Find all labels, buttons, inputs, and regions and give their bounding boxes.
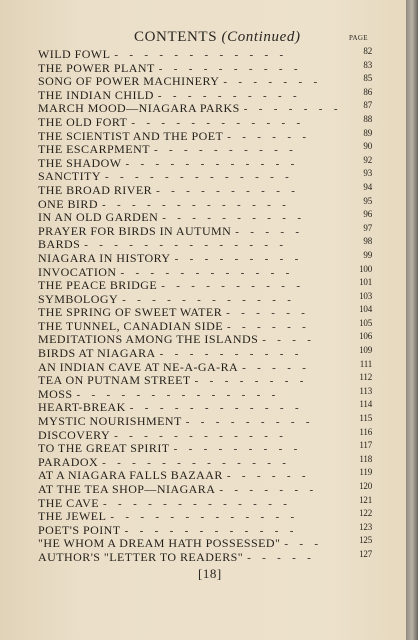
page-column-label: PAGE: [349, 34, 368, 42]
toc-entry: [38, 263, 372, 277]
toc-leader-dashes: - - - - - - - - - -: [161, 280, 305, 293]
toc-entry-title: NIAGARA IN HISTORY: [38, 250, 171, 265]
page-edge: [406, 0, 418, 640]
toc-entry: [38, 371, 372, 388]
toc-entry-title: THE SCIENTIST AND THE POET: [38, 128, 224, 143]
toc-entry-title: THE ESCARPMENT: [38, 142, 150, 157]
toc-leader-dashes: - - - - - - - - - - - -: [114, 49, 288, 61]
toc-leader-dashes: - - - - - - - - - -: [157, 89, 301, 102]
toc-leader-dashes: - - - - - - - - - - - -: [125, 157, 299, 170]
toc-entry-page: 87: [363, 100, 372, 111]
title-text: CONTENTS: [134, 29, 218, 45]
toc-entry-title: DISCOVERY: [38, 427, 111, 442]
toc-entry: [38, 480, 372, 494]
toc-leader-dashes: - - - - - - - - - - - - -: [104, 171, 294, 184]
toc-entry-page: 127: [359, 548, 372, 559]
toc-entry: [38, 330, 372, 347]
toc-entry: [38, 290, 372, 304]
toc-entry-title: THE TUNNEL, CANADIAN SIDE: [38, 318, 224, 333]
toc-leader-dashes: - - - - - - - - -: [173, 443, 302, 456]
toc-leader-dashes: - - - - - -: [226, 307, 310, 320]
toc-leader-dashes: - - - - - - - - - - - - -: [102, 456, 291, 469]
toc-leader-dashes: - - - - - - - - - -: [159, 348, 303, 361]
toc-entry-page: 100: [359, 263, 372, 274]
toc-entry-page: 119: [359, 467, 372, 478]
toc-entry-title: TEA ON PUTNAM STREET: [38, 373, 191, 388]
toc-entry-title: SANCTITY: [38, 169, 101, 184]
toc-entry-title: MYSTIC NOURISHMENT: [38, 414, 182, 429]
toc-entry: [38, 507, 372, 524]
toc-entry-title: THE INDIAN CHILD: [38, 87, 154, 102]
toc-entry: [38, 317, 372, 331]
toc-entry-title: BIRDS AT NIAGARA: [38, 346, 156, 361]
toc-entry-page: 98: [363, 236, 372, 247]
toc-entry-page: 96: [363, 209, 372, 220]
toc-leader-dashes: - - - - - - - - - - - -: [122, 293, 296, 306]
toc-entry: [38, 195, 372, 209]
toc-entry-page: 103: [359, 290, 372, 301]
toc-entry-page: 95: [363, 195, 372, 206]
toc-leader-dashes: - - - - - - -: [219, 484, 318, 496]
toc-entry: [38, 385, 372, 399]
toc-entry-title: THE SHADOW: [38, 155, 122, 170]
toc-leader-dashes: - - - - - - - - - - - -: [114, 429, 288, 442]
toc-entry: [38, 398, 372, 415]
toc-leader-dashes: - - - - - - - - - -: [162, 212, 306, 225]
toc-entry: [38, 140, 372, 157]
toc-entry-page: 114: [359, 399, 372, 410]
toc-entry-page: 113: [359, 385, 372, 396]
toc-entry-page: 125: [359, 535, 372, 546]
toc-entry: [38, 344, 372, 361]
toc-entry-title: THE PEACE BRIDGE: [38, 278, 158, 293]
toc-entry: [38, 86, 372, 100]
toc-entry: [38, 453, 372, 467]
title-continued: (Continued): [221, 29, 301, 45]
toc-leader-dashes: - - - -: [262, 334, 316, 347]
toc-entry: [38, 59, 372, 73]
toc-entry-title: THE SPRING OF SWEET WATER: [38, 305, 223, 320]
toc-entry: [38, 154, 372, 168]
toc-entry: [38, 45, 372, 59]
toc-entry-title: SYMBOLOGY: [38, 291, 119, 306]
toc-entry: [38, 249, 372, 263]
toc-leader-dashes: - - - - - -: [227, 130, 311, 143]
toc-entry-page: 106: [359, 331, 372, 342]
toc-entry-title: AN INDIAN CAVE AT NE-A-GA-RA: [38, 359, 239, 374]
toc-leader-dashes: - - - - - - - - -: [185, 416, 314, 429]
toc-entry-title: PARADOX: [38, 454, 99, 469]
toc-entry-page: 92: [363, 154, 372, 165]
toc-leader-dashes: - - - - - -: [226, 470, 310, 483]
toc-entry-page: 118: [359, 453, 372, 464]
toc-entry: [38, 99, 372, 116]
toc-entry-page: 115: [359, 413, 372, 424]
toc-entry-page: 93: [363, 168, 372, 179]
toc-entry: [38, 208, 372, 225]
toc-entry: [38, 466, 372, 483]
toc-leader-dashes: - - - - - - -: [223, 76, 322, 89]
toc-entry-title: TO THE GREAT SPIRIT: [38, 441, 170, 456]
toc-leader-dashes: - - - - - - - - -: [174, 252, 303, 265]
table-of-contents: [38, 45, 372, 562]
toc-entry-title: PRAYER FOR BIRDS IN AUTUMN: [38, 223, 232, 238]
toc-entry-page: 97: [363, 222, 372, 233]
toc-entry-title: WILD FOWL: [38, 47, 111, 61]
toc-entry-page: 104: [359, 304, 372, 315]
toc-entry: [38, 303, 372, 320]
toc-entry-title: THE POWER PLANT: [38, 60, 155, 75]
toc-entry-page: 111: [359, 358, 372, 369]
toc-entry-page: 90: [363, 141, 372, 152]
toc-entry-page: 116: [359, 426, 372, 437]
page-number: [18]: [198, 566, 222, 581]
toc-entry-page: 105: [359, 317, 372, 328]
toc-entry-title: BARDS: [38, 237, 81, 252]
toc-entry-page: 99: [363, 249, 372, 260]
toc-entry: [38, 521, 372, 535]
toc-entry-title: "HE WHOM A DREAM HATH POSSESSED": [38, 536, 281, 551]
toc-entry: [38, 127, 372, 141]
toc-entry-page: 85: [363, 73, 372, 84]
toc-entry-page: 120: [359, 481, 372, 491]
toc-entry: [38, 235, 372, 252]
toc-entry: [38, 426, 372, 440]
toc-leader-dashes: - - - - - - - - - - - -: [131, 116, 305, 129]
toc-entry-page: 117: [359, 440, 372, 451]
toc-entry: [38, 222, 372, 236]
toc-entry: [38, 534, 372, 551]
toc-entry-page: 94: [363, 181, 372, 192]
toc-entry-page: 121: [359, 494, 372, 505]
toc-leader-dashes: - - - - - - - - - - - - - -: [76, 388, 280, 401]
toc-entry: [38, 494, 372, 508]
toc-entry-title: AT A NIAGARA FALLS BAZAAR: [38, 468, 223, 483]
toc-entry-title: ONE BIRD: [38, 196, 98, 211]
toc-leader-dashes: - - - - - - - - - -: [156, 184, 300, 197]
toc-entry-page: 82: [363, 46, 372, 56]
toc-leader-dashes: - - - - - - - - - -: [158, 62, 302, 75]
toc-entry-title: SONG OF POWER MACHINERY: [38, 74, 220, 89]
toc-leader-dashes: - - - - - - -: [243, 103, 342, 116]
toc-entry-title: THE BROAD RIVER: [38, 182, 153, 197]
toc-entry: [38, 276, 372, 293]
toc-leader-dashes: - - - - -: [242, 361, 311, 374]
toc-entry-page: 109: [359, 345, 372, 356]
toc-entry-title: THE CAVE: [38, 495, 100, 510]
toc-entry: [38, 412, 372, 429]
toc-leader-dashes: - - - - - - - - - -: [153, 144, 298, 157]
toc-leader-dashes: - - - - -: [235, 225, 304, 238]
toc-entry-title: HEART-BREAK: [38, 400, 126, 415]
toc-entry-title: THE JEWEL: [38, 509, 107, 524]
toc-entry-page: 123: [359, 521, 372, 532]
toc-entry-title: AUTHOR'S "LETTER TO READERS": [38, 549, 244, 564]
toc-leader-dashes: - - - - - - - - - - - - -: [101, 198, 291, 211]
toc-entry-title: MARCH MOOD—NIAGARA PARKS: [38, 101, 240, 116]
toc-entry-title: THE OLD FORT: [38, 114, 128, 129]
toc-entry-title: IN AN OLD GARDEN: [38, 210, 159, 225]
toc-leader-dashes: - - - - - - - -: [194, 375, 308, 388]
toc-entry: [38, 113, 372, 127]
toc-leader-dashes: - - - - - - - - - - - - - -: [84, 239, 288, 252]
toc-entry: [38, 72, 372, 89]
toc-entry-title: MOSS: [38, 386, 73, 401]
toc-entry: [38, 181, 372, 195]
toc-entry-page: 86: [363, 86, 372, 97]
toc-entry-title: POET'S POINT: [38, 522, 121, 537]
toc-entry-page: 122: [359, 508, 372, 519]
toc-entry-title: MEDITATIONS AMONG THE ISLANDS: [38, 332, 259, 347]
toc-entry: [38, 167, 372, 184]
toc-entry: [38, 439, 372, 456]
toc-entry-title: INVOCATION: [38, 264, 117, 279]
toc-entry-title: AT THE TEA SHOP—NIAGARA: [38, 482, 216, 496]
toc-leader-dashes: - - - - - - - - - - - -: [120, 266, 294, 279]
toc-entry-page: 88: [363, 113, 372, 124]
toc-entry-page: 83: [363, 59, 372, 70]
toc-entry-page: 112: [359, 372, 372, 383]
toc-entry-page: 89: [363, 127, 372, 138]
toc-entry: [38, 358, 372, 372]
toc-leader-dashes: - - -: [284, 538, 323, 551]
toc-leader-dashes: - - - - -: [247, 551, 316, 564]
toc-entry: [38, 548, 372, 562]
toc-leader-dashes: - - - - - - - - - - - -: [124, 524, 298, 537]
toc-leader-dashes: - - - - - - - - - - - - -: [103, 497, 292, 510]
page-title: [134, 29, 301, 46]
toc-leader-dashes: - - - - - - - - - - - -: [129, 402, 303, 415]
toc-entry-page: 101: [359, 277, 372, 288]
toc-leader-dashes: - - - - - - - - - - - - -: [110, 511, 299, 524]
toc-leader-dashes: - - - - - -: [227, 320, 311, 333]
